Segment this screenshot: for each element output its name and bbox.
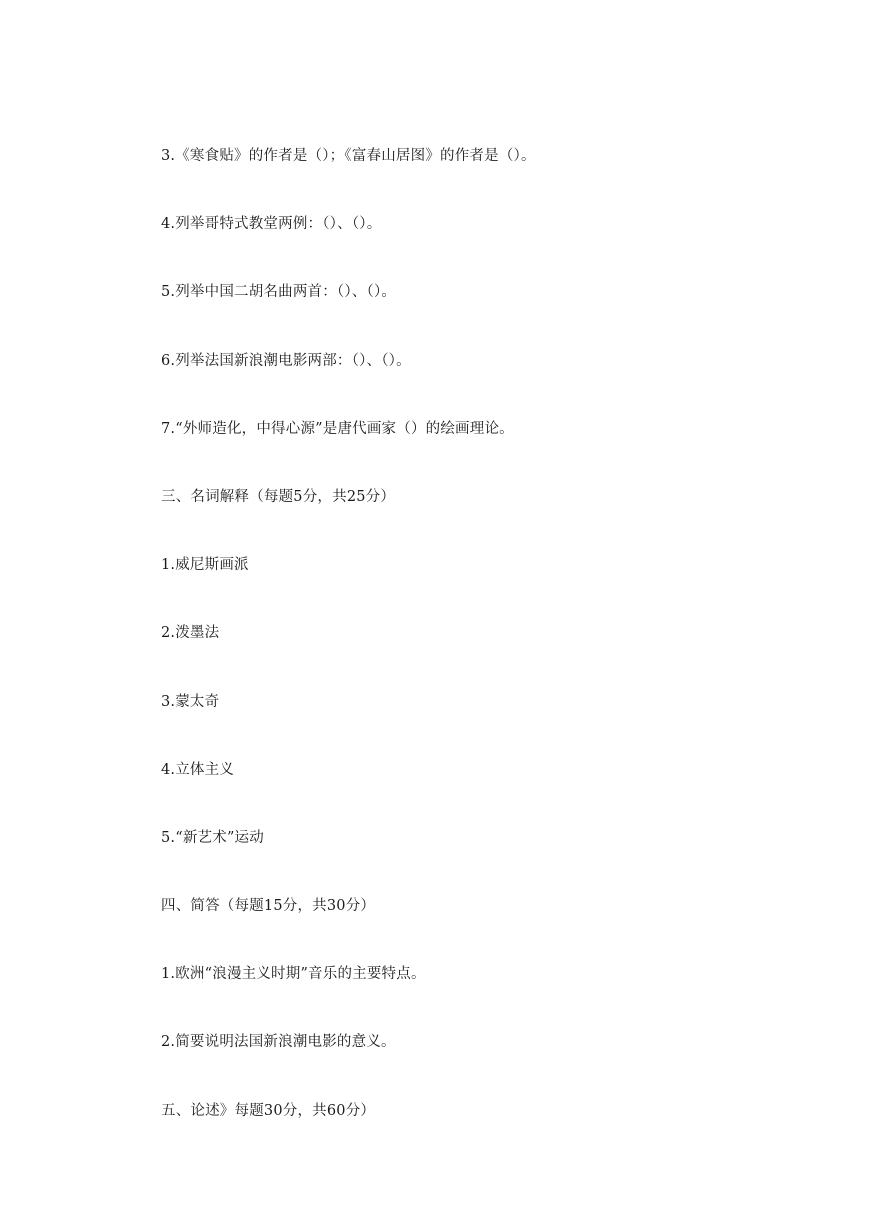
question-fill-blank-3: 3.《寒食贴》的作者是（）；《富春山居图》的作者是（）。 (161, 148, 536, 164)
term-item-3: 3.蒙太奇 (161, 693, 220, 710)
section-heading-term-definitions: 三、名词解释（每题5分，共25分） (161, 488, 396, 505)
question-fill-blank-7: 7.“外师造化，中得心源”是唐代画家（）的绘画理论。 (161, 420, 514, 437)
short-answer-item-2: 2.简要说明法国新浪潮电影的意义。 (161, 1034, 396, 1051)
question-fill-blank-6: 6.列举法国新浪潮电影两部：（）、（）。 (161, 352, 411, 369)
term-item-4: 4.立体主义 (161, 761, 235, 778)
term-item-5: 5.“新艺术”运动 (161, 829, 264, 846)
section-heading-short-answer: 四、简答（每题15分，共30分） (161, 898, 376, 915)
question-fill-blank-5: 5.列举中国二胡名曲两首：（）、（）。 (161, 284, 397, 301)
document-body (161, 145, 536, 1168)
section-heading-essay: 五、论述》每题30分，共60分） (161, 1102, 376, 1119)
term-item-1: 1.威尼斯画派 (161, 557, 249, 574)
term-item-2: 2.泼墨法 (161, 625, 220, 642)
question-fill-blank-4: 4.列举哥特式教堂两例：（）、（）。 (161, 216, 382, 233)
short-answer-item-1: 1.欧洲“浪漫主义时期”音乐的主要特点。 (161, 966, 426, 983)
